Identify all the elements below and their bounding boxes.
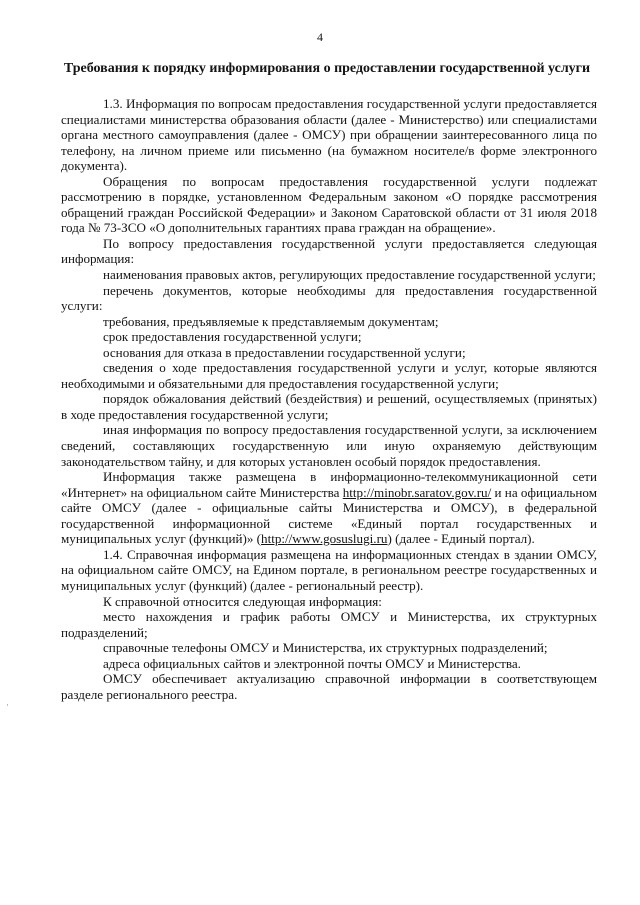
paragraph-internet-info: [61, 469, 597, 547]
list-item-legal-acts: наименования правовых актов, регулирующих предоставление государственной услуги;: [103, 267, 596, 283]
list-item-progress: сведения о ходе предоставления государственной услуги и услуг, которые являются необходимыми и обязательными для предоставления государственной услуги;: [61, 360, 597, 391]
paragraph-1-4: 1.4. Справочная информация размещена на информационных стендах в здании ОМСУ, на официальном сайте ОМСУ, на Едином портале, в региональном реестре государственных и муниципальных услуг (функций) (далее - региональный реестр).: [61, 546, 597, 593]
document-body: [61, 96, 597, 702]
list-item-refusal: основания для отказа в предоставлении государственной услуги;: [103, 344, 466, 360]
internet-info-text-2: и на официальном сайте ОМСУ (далее - официальные сайты Министерства и ОМСУ), в федеральной государственной информационной системе «Единый портал государственных и муниципальных услуг (функций)» (: [61, 484, 597, 547]
list-item-location: место нахождения и график работы ОМСУ и Министерства, их структурных подразделений;: [61, 609, 597, 640]
list-item-addresses: адреса официальных сайтов и электронной почты ОМСУ и Министерства.: [103, 655, 521, 671]
page-number: 4: [317, 30, 323, 44]
section-title: Требования к порядку информирования о предоставлении государственной услуги: [63, 61, 591, 76]
internet-info-text-1: Информация также размещена в информационно-телекоммуникационной сети «Интернет» на официальном сайте Министерства: [61, 469, 597, 500]
list-item-term: срок предоставления государственной услуги;: [103, 329, 362, 345]
paragraph-1-3: 1.3. Информация по вопросам предоставления государственной услуги предоставляется специалистами министерства образования области (далее - Министерство) или специалистами органа местного самоуправления (далее - ОМСУ) при обращении заинтересованного лица по телефону, на личном приеме или письменно (на бумажном носителе/в форме электронного документа).: [61, 96, 597, 174]
list-item-requirements: требования, предъявляемые к представляемым документам;: [103, 313, 439, 329]
gosuslugi-link[interactable]: http://www.gosuslugi.ru: [261, 531, 388, 547]
list-item-other-info: иная информация по вопросу предоставления государственной услуги, за исключением сведений, составляющих государственную или иную охраняемую действующим законодательством тайну, и для которых установлен особый порядок предоставления.: [61, 422, 597, 469]
paragraph-info-intro: По вопросу предоставления государственной услуги предоставляется следующая информация:: [61, 235, 597, 267]
list-item-phones: справочные телефоны ОМСУ и Министерства, их структурных подразделений;: [103, 640, 548, 656]
list-item-appeal-order: порядок обжалования действий (бездействия) и решений, осуществляемых (принятых) в ходе предоставления государственной услуги;: [61, 391, 597, 422]
list-item-documents: перечень документов, которые необходимы для предоставления государственной услуги:: [61, 282, 597, 314]
ministry-site-link[interactable]: http://minobr.saratov.gov.ru/: [342, 484, 492, 500]
paragraph-reference-intro: К справочной относится следующая информация:: [103, 593, 382, 609]
internet-info-text-3: ) (далее - Единый портал).: [387, 531, 535, 547]
paragraph-appeals: Обращения по вопросам предоставления государственной услуги подлежат рассмотрению в порядке, установленном Федеральным законом «О порядке рассмотрения обращений граждан Российской Федерации» и Законом Саратовской области от 31 июля 2018 года № 73-ЗСО «О дополнительных гарантиях права граждан на обращение».: [61, 173, 597, 236]
scan-speck: ·: [6, 700, 9, 710]
paragraph-omsu-update: ОМСУ обеспечивает актуализацию справочной информации в соответствующем разделе регионального реестра.: [61, 671, 597, 702]
